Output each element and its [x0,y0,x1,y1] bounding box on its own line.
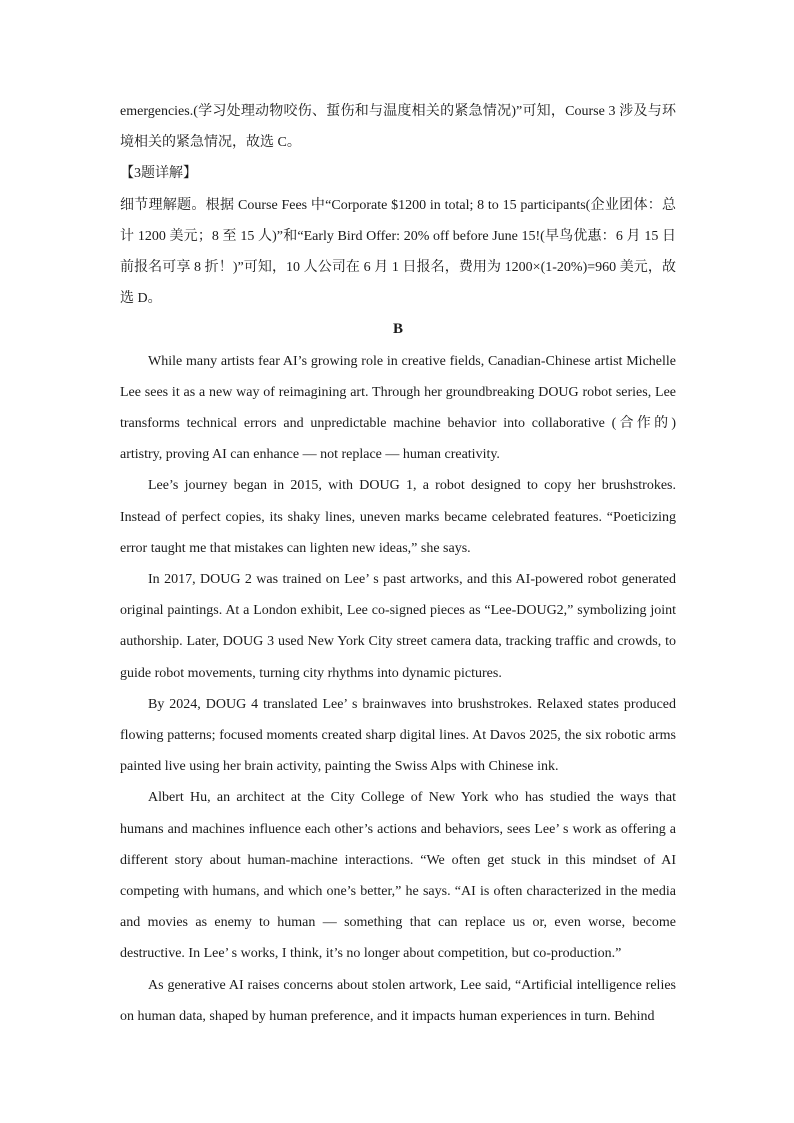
answer-q3-body: 细节理解题。根据 Course Fees 中“Corporate $1200 in total; 8 to 15 participants(企业团体：总计 1200 美元；8 至 15 人)”和“Early Bird Offer: 20% off before June 15!(早鸟优惠：6 月 15 日前报名可享 8 折！)”可知，10 人公司在 6 月 1 日报名，费用为 1200×(1-20%)=960 美元，故选 D。 [120,197,676,307]
passage-paragraph: Albert Hu, an architect at the City College of New York who has studied the ways that humans and machines influence each other’s actions and behaviors, sees Lee’ s work as offering a different story about human-machine interactions. “We often get stuck in this mindset of AI competing with humans, and which one’s better,” he says. “AI is often characterized in the media and movies as enemy to human — something that can replace us or, even worse, become destructive. In Lee’ s works, I think, it’s no longer about competition, but co-production.” [120,790,676,962]
document-page [120,96,676,1032]
answer-q3-heading: 【3题详解】 [120,166,197,182]
passage-paragraph: By 2024, DOUG 4 translated Lee’ s brainwaves into brushstrokes. Relaxed states produced flowing patterns; focused moments created sharp digital lines. At Davos 2025, the six robotic arms painted live using her brain activity, painting the Swiss Alps with Chinese ink. [120,696,676,775]
passage-paragraph: Lee’s journey began in 2015, with DOUG 1, a robot designed to copy her brushstrokes. Instead of perfect copies, its shaky lines, uneven marks became celebrated features. “Poeticizing error taught me that mistakes can lighten new ideas,” she says. [120,478,676,556]
answer-q2-tail: emergencies.(学习处理动物咬伤、蜇伤和与温度相关的紧急情况)”可知，Course 3 涉及与环境相关的紧急情况，故选 C。 [120,104,676,151]
passage-paragraph: As generative AI raises concerns about stolen artwork, Lee said, “Artificial intelligence relies on human data, shaped by human preference, and it impacts human experiences in turn. Behind [120,977,676,1024]
passage-paragraph: In 2017, DOUG 2 was trained on Lee’ s past artworks, and this AI-powered robot generated original paintings. At a London exhibit, Lee co-signed pieces as “Lee-DOUG2,” symbolizing joint authorship. Later, DOUG 3 used New York City street camera data, tracking traffic and crowds, to guide robot movements, turning city rhythms into dynamic pictures. [120,572,676,681]
passage-label: B [392,321,403,338]
passage-paragraph: While many artists fear AI’s growing role in creative fields, Canadian-Chinese artist Michelle Lee sees it as a new way of reimagining art. Through her groundbreaking DOUG robot series, Lee transforms technical errors and unpredictable machine behavior into collaborative (合作的) artistry, proving AI can enhance — not replace — human creativity. [120,353,676,463]
